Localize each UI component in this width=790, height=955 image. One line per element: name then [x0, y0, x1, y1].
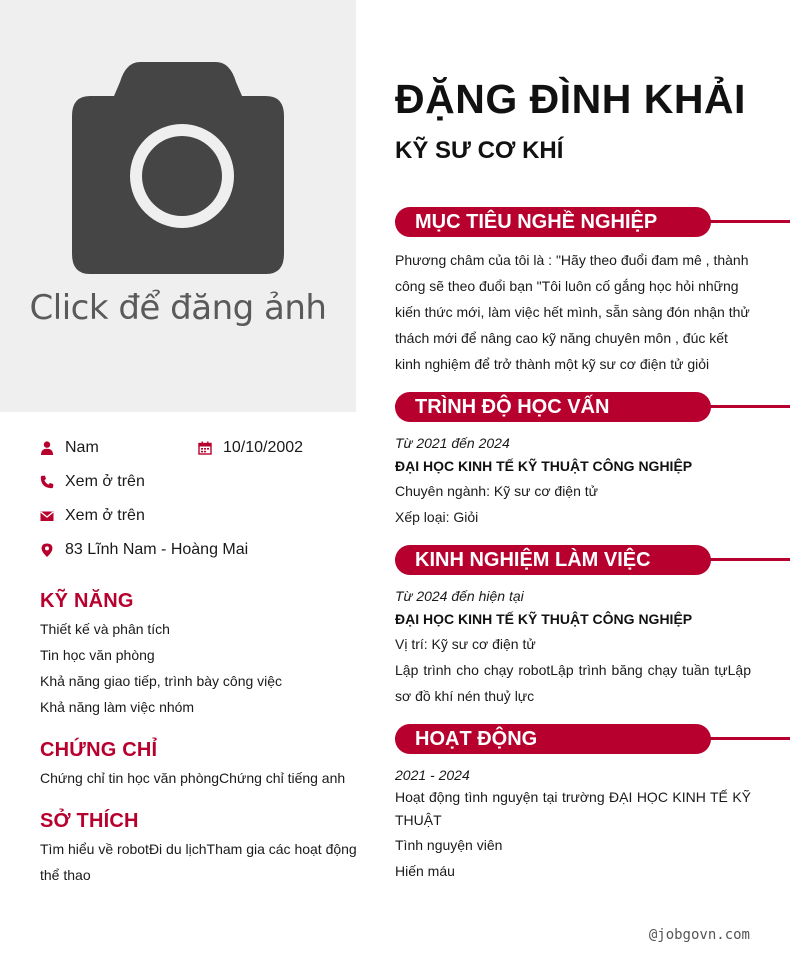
experience-header	[395, 545, 790, 575]
camera-icon	[70, 60, 286, 276]
activities-line-2: Tình nguyện viên	[395, 837, 503, 853]
hobbies-title: SỞ THÍCH	[40, 810, 139, 832]
phone-row	[40, 470, 145, 494]
gender-row	[40, 436, 99, 460]
person-icon	[40, 441, 54, 455]
education-header	[395, 392, 790, 422]
hobbies-section	[40, 810, 360, 888]
birthday-value: 10/10/2002	[223, 439, 304, 456]
location-pin-icon	[40, 543, 54, 557]
certificates-text: Chứng chỉ tin học văn phòngChứng chỉ tiếng anh	[40, 770, 346, 786]
education-school: ĐẠI HỌC KINH TẾ KỸ THUẬT CÔNG NGHIỆP	[395, 458, 693, 474]
experience-role: Vị trí: Kỹ sư cơ điện tử	[395, 636, 536, 652]
activities-body	[395, 764, 751, 884]
certificates-title: CHỨNG CHỈ	[40, 739, 158, 761]
certificates-section	[40, 739, 360, 791]
skills-title: KỸ NĂNG	[40, 590, 134, 612]
upload-caption[interactable]: Click để đăng ảnh	[29, 288, 327, 328]
activities-period: 2021 - 2024	[395, 767, 470, 783]
activities-line-1: Hoạt động tình nguyện tại trường ĐẠI HỌC KINH TẾ KỸ THUẬT	[395, 789, 751, 828]
skill-item: Thiết kế và phân tích	[40, 621, 170, 637]
experience-company: ĐẠI HỌC KINH TẾ KỸ THUẬT CÔNG NGHIỆP	[395, 611, 693, 627]
skills-section	[40, 590, 360, 720]
activities-header	[395, 724, 790, 754]
objective-body	[395, 247, 751, 377]
email-value: Xem ở trên	[65, 507, 145, 524]
objective-header	[395, 207, 790, 237]
experience-body	[395, 585, 751, 709]
gender-value: Nam	[65, 439, 99, 456]
skill-item: Tin học văn phòng	[40, 647, 155, 663]
activities-line-3: Hiến máu	[395, 863, 455, 879]
activities-title: HOẠT ĐỘNG	[395, 724, 711, 754]
education-title: TRÌNH ĐỘ HỌC VẤN	[395, 392, 711, 422]
education-period: Từ 2021 đến 2024	[395, 435, 510, 451]
avatar-upload[interactable]	[0, 0, 356, 412]
hobbies-text: Tìm hiểu về robotĐi du lịchTham gia các hoạt động thể thao	[40, 841, 357, 883]
skill-item: Khả năng làm việc nhóm	[40, 699, 195, 715]
experience-title: KINH NGHIỆM LÀM VIỆC	[395, 545, 711, 575]
envelope-icon	[40, 509, 54, 523]
address-value: 83 Lĩnh Nam - Hoàng Mai	[65, 541, 249, 558]
education-grade: Xếp loại: Giỏi	[395, 509, 479, 525]
email-row	[40, 504, 145, 528]
birthday-row	[198, 436, 303, 460]
address-row	[40, 538, 248, 562]
phone-value: Xem ở trên	[65, 473, 145, 490]
objective-title: MỤC TIÊU NGHỀ NGHIỆP	[395, 207, 711, 237]
calendar-icon	[198, 441, 212, 455]
objective-text: Phương châm của tôi là : "Hãy theo đuổi đam mê , thành công sẽ theo đuổi bạn "Tôi luôn cố gắng học hỏi những kiến thức mới, làm việc hết mình, sẵn sàng đón nhận thử thách mới để nâng cao kỹ năng chuyên môn , đúc kết kinh nghiệm để trở thành một kỹ sư cơ điện tử giỏi	[395, 252, 750, 372]
skill-item: Khả năng giao tiếp, trình bày công việc	[40, 673, 283, 689]
education-major: Chuyên ngành: Kỹ sư cơ điện tử	[395, 483, 599, 499]
experience-description: Lập trình cho chạy robotLập trình băng chạy tuần tựLập sơ đồ khí nén thuỷ lực	[395, 662, 751, 704]
job-title: KỸ SƯ CƠ KHÍ	[395, 137, 564, 164]
education-body	[395, 432, 751, 530]
experience-period: Từ 2024 đến hiện tại	[395, 588, 524, 604]
full-name: ĐẶNG ĐÌNH KHẢI	[395, 76, 746, 122]
footer-watermark: @jobgovn.com	[648, 927, 750, 943]
phone-icon	[40, 475, 54, 489]
